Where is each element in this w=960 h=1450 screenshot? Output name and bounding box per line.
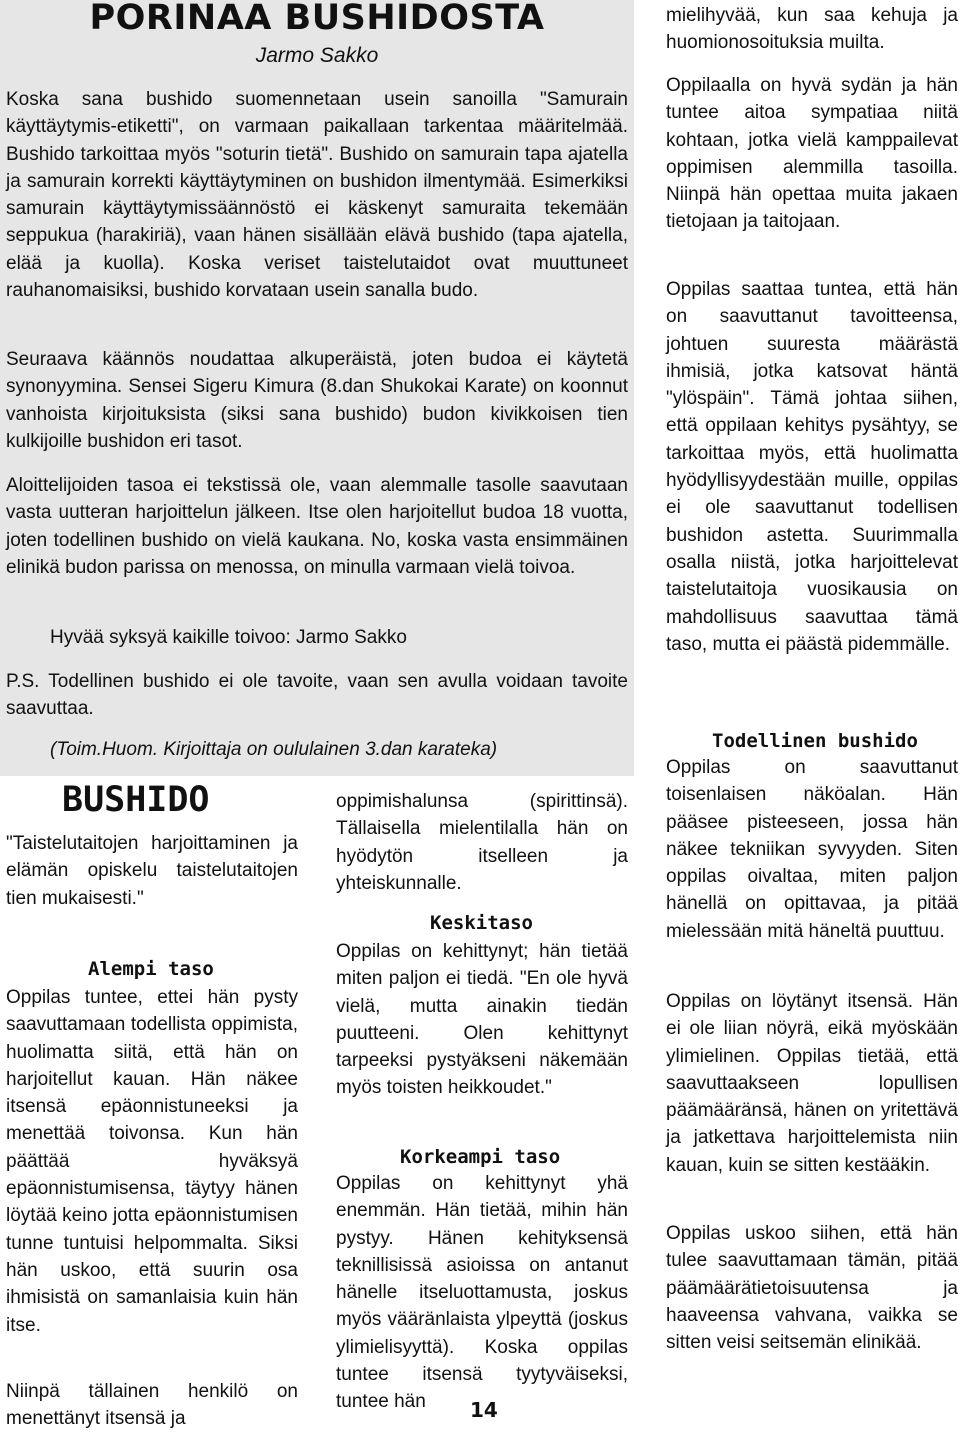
page-number: 14 xyxy=(470,1398,498,1422)
korkeampi-paragraph-1: Oppilas on kehittynyt yhä enemmän. Hän tietää, mihin hän pystyy. Hänen kehityksensä teknillisissä asioissa on antanut hänelle itseluottamusta, joskus myös vääränlaista ylpeyttä (joskus ylimielisyyttä). Koska oppilas tuntee itsensä tyytyväiseksi, tuntee hän xyxy=(336,1173,628,1413)
bushido-title: BUSHIDO xyxy=(62,780,210,820)
article-paragraph-1: Koska sana bushido suomennetaan usein sanoilla "Samurain käyttäytymis-etiketti", on varmaan paikallaan tarkentaa määritelmää. Bushido tarkoittaa myös "soturin tietä". Bushido on samurain tapa ajatella ja samurain korrekti käyttäytyminen on bushidon ilmentymää. Esimerkiksi samurain käyttäytymissäännöstö ei käskenyt samuraita tekemään seppukua (harakiriä), vaan hänen sisällään elävä bushido (tapa ajatella, elää ja kuolla). Koska veriset taistelutaidot ovat muuttuneet rauhanomaisiksi, bushido korvataan usein sanalla budo. xyxy=(6,89,628,302)
article-paragraph-2: Seuraava käännös noudattaa alkuperäistä, joten budoa ei käytetä synonyymina. Sensei Sigeru Kimura (8.dan Shukokai Karate) on koonnut vanhoista kirjoituksista (siksi sana bushido) budon kivikkoisen tien kulkijoille bushidon eri tasot. xyxy=(6,349,628,452)
todellinen-paragraph-1: Oppilas on saavuttanut toisenlaisen näköalan. Hän pääsee pisteeseen, jossa hän näkee tekniikan syvyyden. Siten oppilas oivaltaa, miten paljon hänellä on opittavaa, ja pitää mielessään mitä häneltä puuttuu. xyxy=(666,757,958,942)
korkeampi-paragraph-2: Oppilaalla on hyvä sydän ja hän tuntee aitoa sympatiaa niitä kohtaan, jotka vielä kamppailevat oppimisen alemmilla tasoilla. Niinpä hän opettaa muita jakaen tietojaan ja taitojaan. xyxy=(666,75,958,233)
todellinen-paragraph-2: Oppilas on löytänyt itsensä. Hän ei ole liian nöyrä, eikä myöskään ylimielinen. Oppilas tietää, että saavuttaakseen lopullisen päämääränsä, hänen on yritettävä ja jatkettava harjoittelemista niin kauan, kuin se sitten kestääkin. xyxy=(666,991,958,1176)
alempi-paragraph-2: Niinpä tällainen henkilö on menettänyt itsensä ja xyxy=(6,1381,298,1430)
todellinen-paragraph-3: Oppilas uskoo siihen, että hän tulee saavuttamaan tämän, pitää päämäärätietoisuutensa ja haaveensa vahvana, vaikka se sitten veisi seitsemän elinikää. xyxy=(666,1223,958,1354)
bushido-intro: "Taistelutaitojen harjoittaminen ja elämän opiskelu taistelutaitojen tien mukaisesti." xyxy=(6,833,298,909)
korkeampi-paragraph-3: Oppilas saattaa tuntea, että hän on saavuttanut tavoitteensa, johtuen suuresta määrästä ihmisiä, jotka katsovat häntä "ylöspäin". Tämä johtaa siihen, että oppilaan kehitys pysähtyy, se tarkoittaa myös, että huolimatta hyödyllisyydestään muille, oppilas ei ole saavuttanut todellisen bushidon astetta. Suurimmalla osalla niistä, jotka harjoittelevat taistelutaitoja vuosikausia on mahdollisuus saavuttaa tämä taso, mutta ei päästä pidemmälle. xyxy=(666,279,958,655)
article-paragraph-3: Aloittelijoiden tasoa ei tekstissä ole, vaan alemmalle tasolle saavutaan vasta uutteran harjoittelun jälkeen. Itse olen harjoitellut budoa 18 vuotta, joten todellinen bushido on vielä kaukana. No, koska vasta ensimmäinen elinikä budon parissa on menossa, on minulla varmaan vielä toivoa. xyxy=(6,475,628,578)
article-greeting: Hyvää syksyä kaikille toivoo: Jarmo Sakko xyxy=(50,627,407,648)
article-postscript: P.S. Todellinen bushido ei ole tavoite, vaan sen avulla voidaan tavoite saavuttaa. xyxy=(6,671,628,720)
article-title: PORINAA BUSHIDOSTA xyxy=(89,0,545,38)
heading-keskitaso: Keskitaso xyxy=(430,912,533,934)
editor-note: (Toim.Huom. Kirjoittaja on oululainen 3.dan karateka) xyxy=(50,739,498,760)
korkeampi-continued: mielihyvää, kun saa kehuja ja huomionosoituksia muilta. xyxy=(666,5,958,54)
keskitaso-paragraph: Oppilas on kehittynyt; hän tietää miten paljon ei tiedä. "En ole hyvä vielä, mutta ainakin tiedän puutteeni. Olen kehittynyt tarpeeksi pystyäkseni näkemään myös toisten heikkoudet." xyxy=(336,941,628,1099)
article-author: Jarmo Sakko xyxy=(255,44,379,67)
alempi-paragraph-1: Oppilas tuntee, ettei hän pysty saavuttamaan todellista oppimista, huolimatta siitä, että hän on harjoitellut kauan. Hän näkee itsensä epäonnistuneeksi ja menettää toivonsa. Kun hän päättää hyväksyä epäonnistumisensa, täytyy hänen löytää keino jotta epäonnistumisen tunne tuntuisi helpommalta. Siksi hän uskoo, että suurin osa ihmisistä on samanlaisia kuin hän itse. xyxy=(6,987,298,1336)
heading-alempi-taso: Alempi taso xyxy=(88,958,214,980)
heading-korkeampi-taso: Korkeampi taso xyxy=(400,1146,561,1168)
alempi-continued: oppimishalunsa (spirittinsä). Tällaisella mielentilalla hän on hyödytön itselleen ja yhteiskunnalle. xyxy=(336,791,628,894)
heading-todellinen-bushido: Todellinen bushido xyxy=(712,730,918,752)
